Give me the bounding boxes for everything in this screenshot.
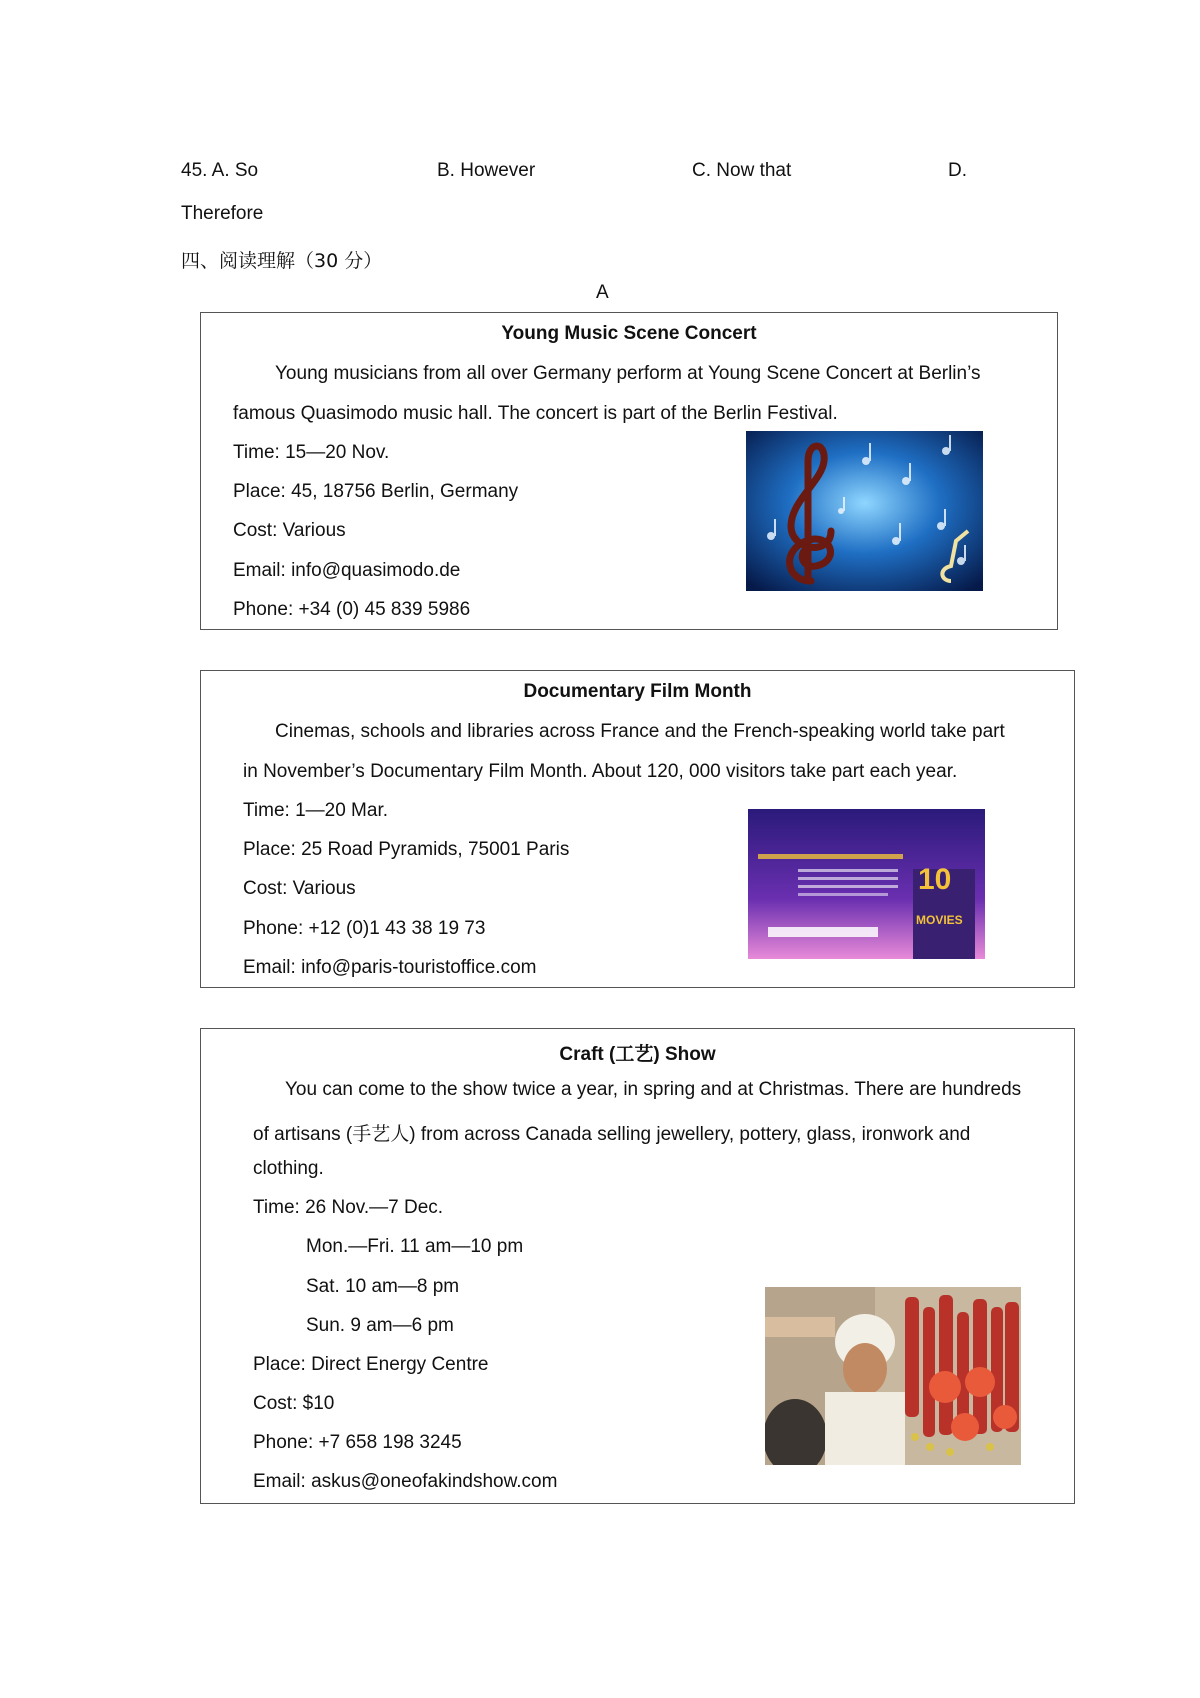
passage-label: A xyxy=(596,282,609,303)
q45-option-d-text: Therefore xyxy=(181,203,264,224)
ad-description: Young musicians from all over Germany perform at Young Scene Concert at Berlin’s xyxy=(275,363,981,384)
ad-description: famous Quasimodo music hall. The concert is part of the Berlin Festival. xyxy=(233,403,838,424)
ad-title: Young Music Scene Concert xyxy=(501,323,757,344)
ad-email: Email: askus@oneofakindshow.com xyxy=(253,1471,558,1492)
ad-time: Time: 15—20 Nov. xyxy=(233,442,390,463)
poster-number: 10 xyxy=(918,863,952,896)
ad-title: Craft (工艺) Show xyxy=(559,1044,716,1065)
ad-box-craft xyxy=(200,1028,1075,1504)
ad-place: Place: 25 Road Pyramids, 75001 Paris xyxy=(243,839,570,860)
ad-phone: Phone: +7 658 198 3245 xyxy=(253,1432,462,1453)
ad-cost: Cost: Various xyxy=(233,520,346,541)
ad-cost: Cost: $10 xyxy=(253,1393,335,1414)
ad-hours: Sun. 9 am—6 pm xyxy=(306,1315,454,1336)
music-notes-image xyxy=(746,431,983,591)
film-poster-image xyxy=(748,809,985,959)
ad-description: in November’s Documentary Film Month. About 120, 000 visitors take part each year. xyxy=(243,761,958,782)
ad-phone: Phone: +34 (0) 45 839 5986 xyxy=(233,599,471,620)
ad-description: You can come to the show twice a year, in spring and at Christmas. There are hundreds xyxy=(285,1079,1022,1100)
q45-option-a: 45. A. So xyxy=(181,160,259,181)
ad-place: Place: Direct Energy Centre xyxy=(253,1354,489,1375)
ad-time: Time: 1—20 Mar. xyxy=(243,800,389,821)
ad-title: Documentary Film Month xyxy=(523,681,752,702)
ad-time: Time: 26 Nov.—7 Dec. xyxy=(253,1197,444,1218)
ad-email: Email: info@paris-touristoffice.com xyxy=(243,957,537,978)
ad-phone: Phone: +12 (0)1 43 38 19 73 xyxy=(243,918,486,939)
ad-place: Place: 45, 18756 Berlin, Germany xyxy=(233,481,519,502)
section-heading: 四、阅读理解（30 分） xyxy=(181,250,383,272)
q45-option-b: B. However xyxy=(437,160,536,181)
q45-option-c: C. Now that xyxy=(692,160,792,181)
ad-hours: Sat. 10 am—8 pm xyxy=(306,1276,460,1297)
q45-option-d: D. xyxy=(948,160,967,181)
craft-show-photo xyxy=(765,1287,1021,1465)
ad-box-music xyxy=(200,312,1058,630)
ad-description: clothing. xyxy=(253,1158,324,1179)
ad-cost: Cost: Various xyxy=(243,878,356,899)
poster-word: MOVIES xyxy=(916,913,963,927)
ad-email: Email: info@quasimodo.de xyxy=(233,560,461,581)
ad-description: of artisans (手艺人) from across Canada selling jewellery, pottery, glass, ironwork and xyxy=(253,1124,971,1145)
ad-box-film xyxy=(200,670,1075,988)
ad-description: Cinemas, schools and libraries across France and the French-speaking world take part xyxy=(275,721,1005,742)
ad-hours: Mon.—Fri. 11 am—10 pm xyxy=(306,1236,524,1257)
